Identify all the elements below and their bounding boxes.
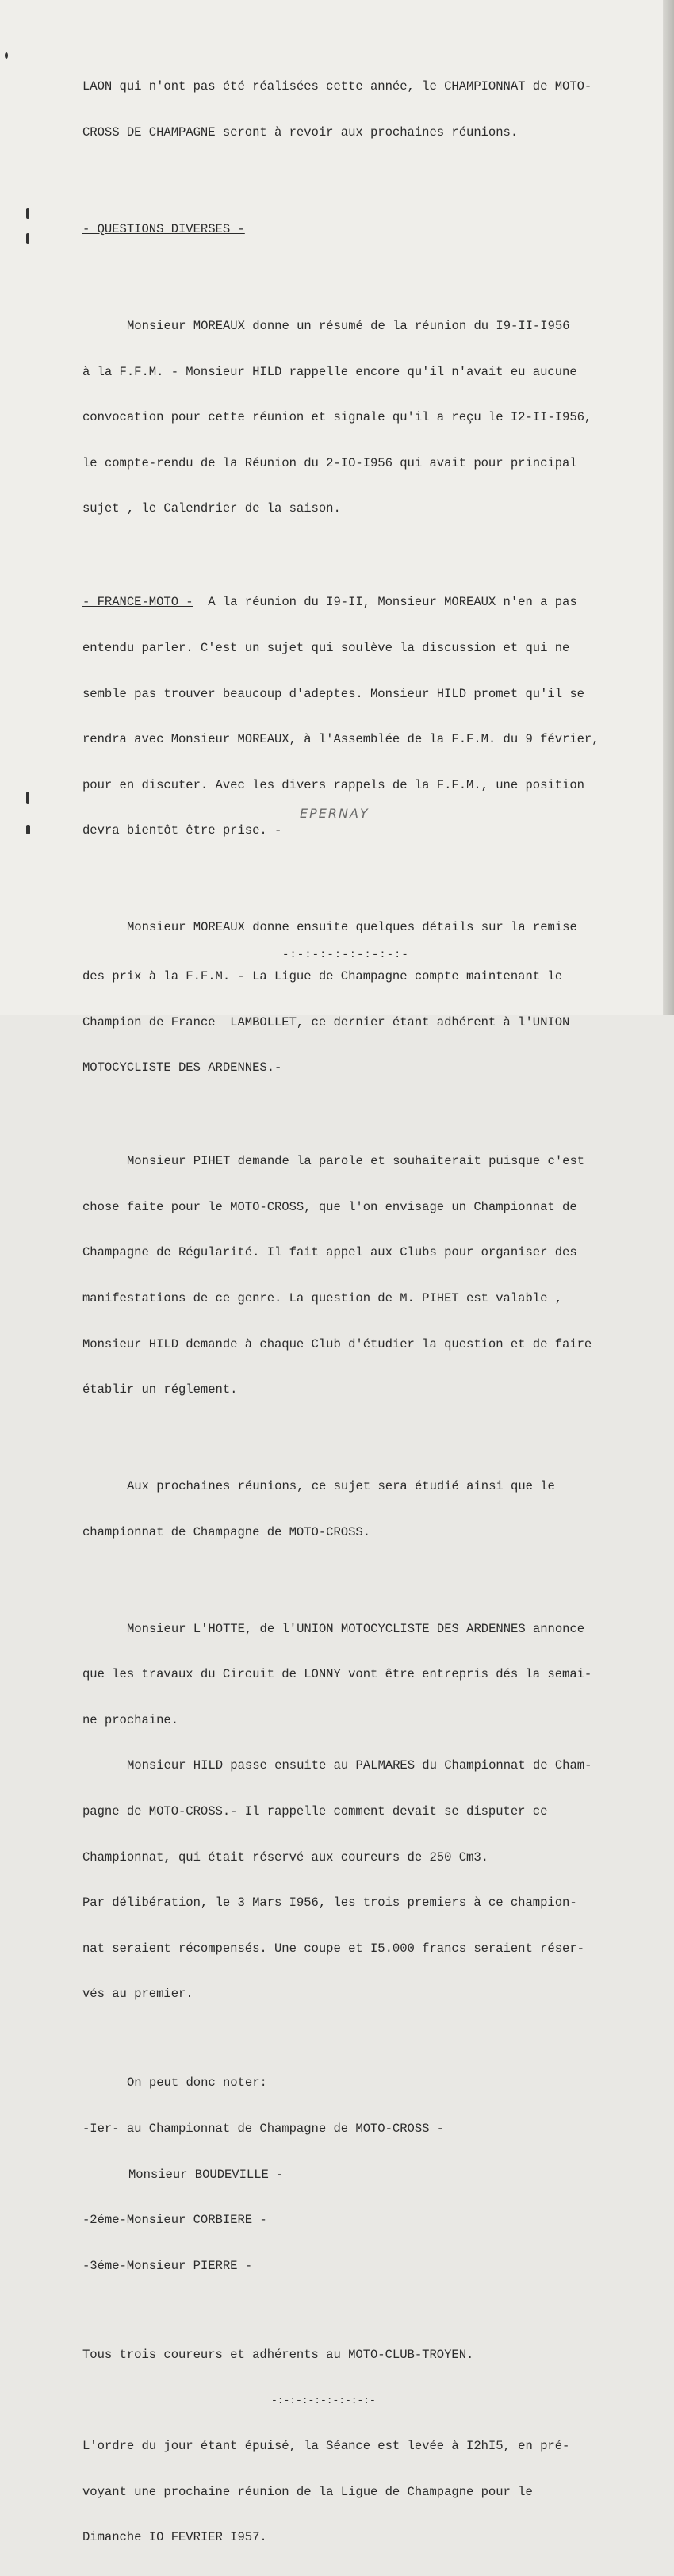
result-line: -2éme-Monsieur CORBIERE - <box>82 2213 267 2228</box>
paragraph-line: pour en discuter. Avec les divers rappels de la F.F.M., une position <box>82 777 584 792</box>
paragraph-line: à la F.F.M. - Monsieur HILD rappelle encore qu'il n'avait eu aucune <box>82 364 577 379</box>
paragraph-line: entendu parler. C'est un sujet qui soulève la discussion et qui ne <box>82 640 570 655</box>
paragraph-line: Monsieur MOREAUX donne un résumé de la réunion du I9-II-I956 <box>127 319 570 333</box>
paragraph-line: Championnat, qui était réservé aux coureurs de 250 Cm3. <box>82 1850 488 1865</box>
handwritten-note: EPERNAY <box>300 806 370 821</box>
separator: -:-:-:-:-:-:-:-:- <box>271 2394 376 2407</box>
intro-line: LAON qui n'ont pas été réalisées cette année, le CHAMPIONNAT de MOTO- <box>82 79 592 94</box>
intro-line: CROSS DE CHAMPAGNE seront à revoir aux prochaines réunions. <box>82 125 519 140</box>
paragraph-line: Monsieur HILD passe ensuite au PALMARES du Championnat de Cham- <box>127 1758 592 1773</box>
punch-hole-mark <box>26 825 30 834</box>
footer-separator: -:-:-:-:-:-:-:-:- <box>282 949 409 961</box>
paragraph-line: Champagne de Régularité. Il fait appel aux Clubs pour organiser des <box>82 1245 577 1260</box>
punch-hole-mark <box>26 233 29 244</box>
paragraph-line: devra bientôt être prise. - <box>82 823 282 838</box>
paragraph-line: nat seraient récompensés. Une coupe et I5.000 francs seraient réser- <box>82 1941 584 1956</box>
paragraph-line: Dimanche IO FEVRIER I957. <box>82 2530 267 2545</box>
paragraph-line: championnat de Champagne de MOTO-CROSS. <box>82 1524 371 1539</box>
paragraph-line: manifestations de ce genre. La question de M. PIHET est valable , <box>82 1290 563 1305</box>
punch-hole-mark <box>26 792 29 804</box>
paragraph-line: établir un réglement. <box>82 1382 238 1397</box>
paragraph-line: Monsieur MOREAUX donne ensuite quelques détails sur la remise <box>127 920 577 935</box>
paragraph-line: MOTOCYCLISTE DES ARDENNES.- <box>82 1060 282 1075</box>
paragraph-line: Aux prochaines réunions, ce sujet sera étudié ainsi que le <box>127 1479 555 1494</box>
paragraph-line: le compte-rendu de la Réunion du 2-IO-I956 qui avait pour principal <box>82 455 577 470</box>
ink-spot-mark <box>5 52 8 59</box>
paragraph-line: Monsieur L'HOTTE, de l'UNION MOTOCYCLISTE DES ARDENNES annonce <box>127 1621 585 1636</box>
paragraph-line: Monsieur HILD demande à chaque Club d'étudier la question et de faire <box>82 1336 592 1351</box>
paragraph-line: Champion de France LAMBOLLET, ce dernier étant adhérent à l'UNION <box>82 1014 570 1029</box>
paragraph-line: Tous trois coureurs et adhérents au MOTO-CLUB-TROYEN. <box>82 2347 474 2362</box>
result-line: -Ier- au Championnat de Champagne de MOTO-CROSS - <box>82 2122 445 2137</box>
paragraph-line: L'ordre du jour étant épuisé, la Séance est levée à I2hI5, en pré- <box>82 2439 570 2453</box>
section-heading: - QUESTIONS DIVERSES - <box>82 222 245 236</box>
result-line: -3éme-Monsieur PIERRE - <box>82 2258 253 2273</box>
result-line: Monsieur BOUDEVILLE - <box>128 2167 284 2182</box>
paragraph-line: rendra avec Monsieur MOREAUX, à l'Assemblée de la F.F.M. du 9 février, <box>82 732 599 747</box>
paragraph-line: des prix à la F.F.M. - La Ligue de Champagne compte maintenant le <box>82 968 563 983</box>
paragraph-line: ne prochaine. <box>82 1712 179 1727</box>
paragraph-line: convocation pour cette réunion et signale qu'il a reçu le I2-II-I956, <box>82 410 592 425</box>
paragraph-line: voyant une prochaine réunion de la Ligue de Champagne pour le <box>82 2484 533 2499</box>
paragraph-line: sujet , le Calendrier de la saison. <box>82 501 341 516</box>
results-intro: On peut donc noter: <box>127 2076 267 2091</box>
paragraph-line: pagne de MOTO-CROSS.- Il rappelle comment devait se disputer ce <box>82 1804 548 1819</box>
paragraph-line: - FRANCE-MOTO - A la réunion du I9-II, Monsieur MOREAUX n'en a pas <box>82 595 577 610</box>
paragraph-line: semble pas trouver beaucoup d'adeptes. Monsieur HILD promet qu'il se <box>82 686 584 701</box>
paragraph-line: Monsieur PIHET demande la parole et souhaiterait puisque c'est <box>127 1154 585 1169</box>
paragraph-line: vés au premier. <box>82 1987 193 2002</box>
france-moto-label: - FRANCE-MOTO - <box>82 595 193 610</box>
paragraph-line: chose faite pour le MOTO-CROSS, que l'on envisage un Championnat de <box>82 1199 577 1214</box>
paragraph-line: Par délibération, le 3 Mars I956, les trois premiers à ce champion- <box>82 1896 577 1911</box>
punch-hole-mark <box>26 208 29 219</box>
paragraph-line: que les travaux du Circuit de LONNY vont être entrepris dés la semai- <box>82 1667 592 1682</box>
document-body <box>82 49 661 2576</box>
